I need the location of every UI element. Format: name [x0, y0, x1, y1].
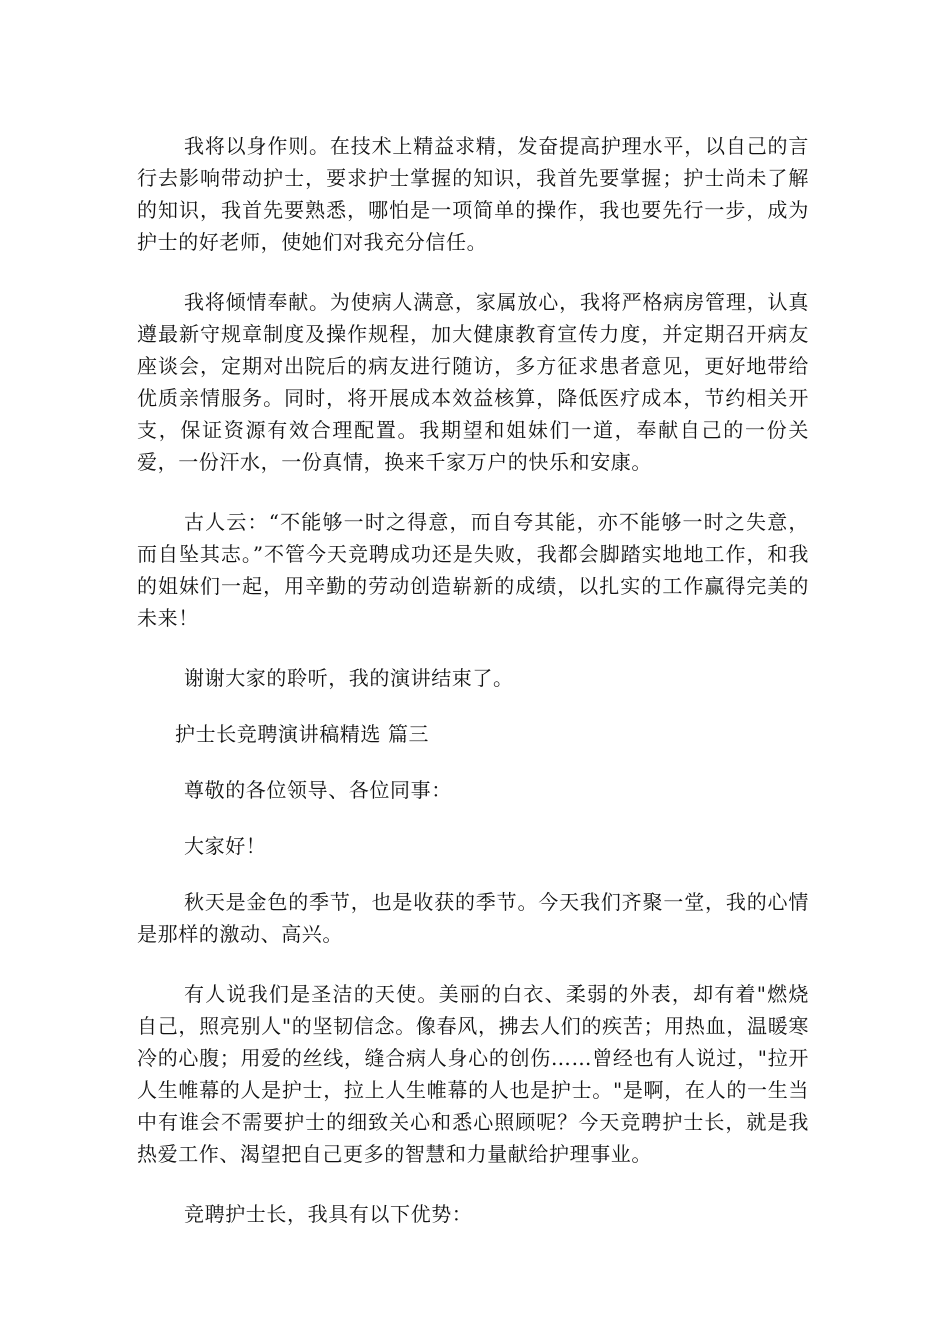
paragraph-thanks: 谢谢大家的聆听，我的演讲结束了。 — [184, 666, 514, 690]
paragraph-salutation: 尊敬的各位领导、各位同事： — [184, 778, 452, 802]
paragraph-ancient-quote: 古人云：“不能够一时之得意，而自夸其能，亦不能够一时之失意，而自坠其志。”不管今天竞聘成功还是失败，我都会脚踏实地地工作，和我的姐妹们一起，用辛勤的劳动创造崭新的成绩，以扎实的工作赢得完美的未来！ — [137, 510, 809, 630]
paragraph-lead-by-example: 我将以身作则。在技术上精益求精，发奋提高护理水平，以自己的言行去影响带动护士，要求护士掌握的知识，我首先要掌握；护士尚未了解的知识，我首先要熟悉，哪怕是一项简单的操作，我也要先行一步，成为护士的好老师，使她们对我充分信任。 — [137, 134, 809, 254]
section-heading: 护士长竞聘演讲稿精选 篇三 — [175, 722, 430, 746]
paragraph-autumn: 秋天是金色的季节，也是收获的季节。今天我们齐聚一堂，我的心情是那样的激动、高兴。 — [137, 890, 809, 946]
paragraph-greeting: 大家好！ — [184, 834, 267, 858]
document-body — [137, 130, 809, 1258]
paragraph-advantages: 竞聘护士长，我具有以下优势： — [184, 1202, 473, 1226]
paragraph-dedication: 我将倾情奉献。为使病人满意，家属放心，我将严格病房管理，认真遵最新守规章制度及操作规程，加大健康教育宣传力度，并定期召开病友座谈会，定期对出院后的病友进行随访，多方征求患者意见，更好地带给优质亲情服务。同时，将开展成本效益核算，降低医疗成本，节约相关开支，保证资源有效合理配置。我期望和姐妹们一道，奉献自己的一份关爱，一份汗水，一份真情，换来千家万户的快乐和安康。 — [137, 290, 809, 474]
paragraph-angels: 有人说我们是圣洁的天使。美丽的白衣、柔弱的外表，却有着"燃烧自己，照亮别人"的坚韧信念。像春风，拂去人们的疾苦；用热血，温暖寒冷的心腹；用爱的丝线，缝合病人身心的创伤……曾经也有人说过，"拉开人生帷幕的人是护士，拉上人生帷幕的人也是护士。"是啊，在人的一生当中有谁会不需要护士的细致关心和悉心照顾呢？今天竞聘护士长，就是我热爱工作、渴望把自己更多的智慧和力量献给护理事业。 — [137, 982, 809, 1166]
